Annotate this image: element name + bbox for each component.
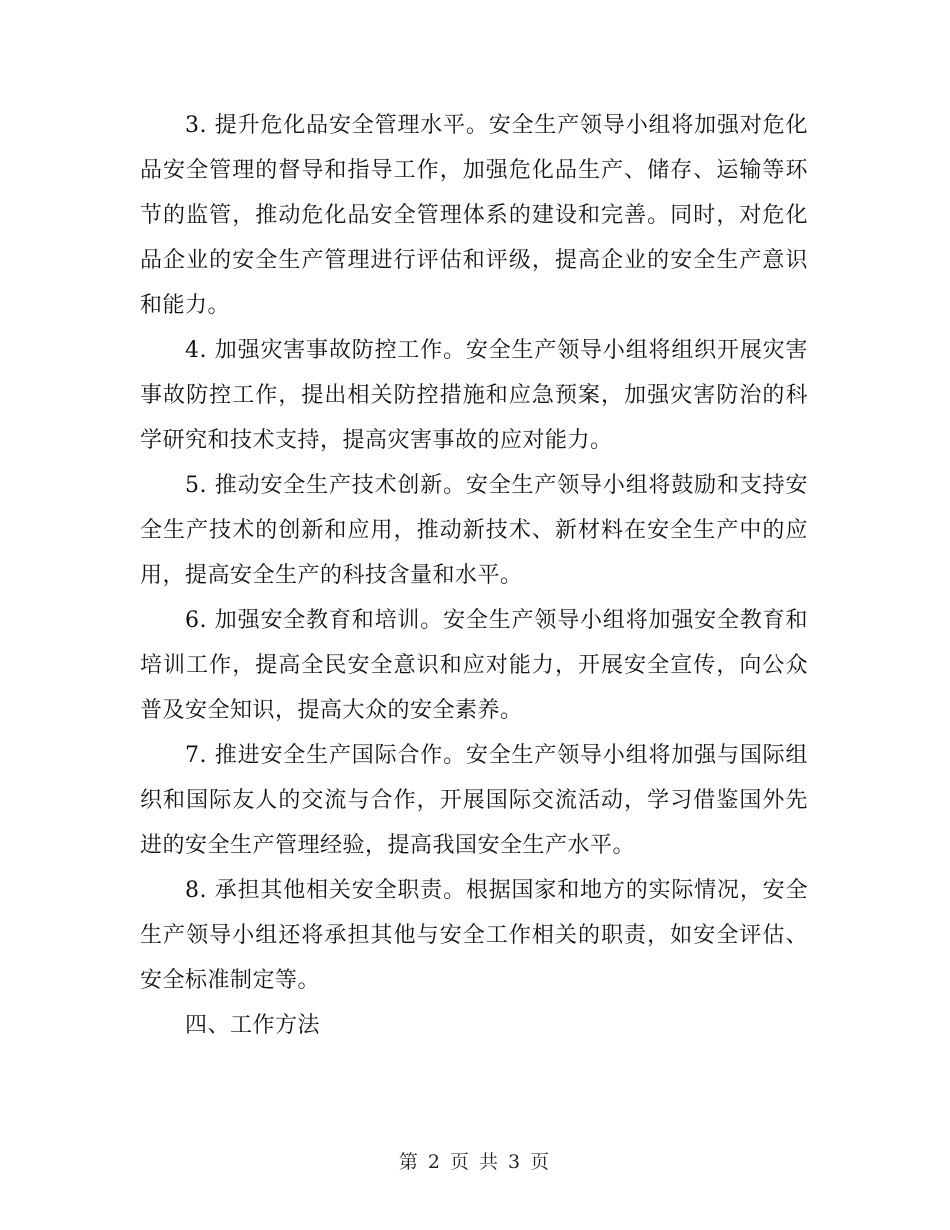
paragraph-item-8: 8. 承担其他相关安全职责。根据国家和地方的实际情况，安全生产领导小组还将承担其他与安全工作相关的职责，如安全评估、安全标准制定等。	[140, 878, 808, 993]
paragraph-item-3: 3. 提升危化品安全管理水平。安全生产领导小组将加强对危化品安全管理的督导和指导工作，加强危化品生产、储存、运输等环节的监管，推动危化品安全管理体系的建设和完善。同时，对危化品企业的安全生产管理进行评估和评级，提高企业的安全生产意识和能力。	[140, 113, 808, 318]
section-heading: 四、工作方法	[185, 1013, 321, 1038]
paragraph-item-6: 6. 加强安全教育和培训。安全生产领导小组将加强安全教育和培训工作，提高全民安全意识和应对能力，开展安全宣传，向公众普及安全知识，提高大众的安全素养。	[140, 608, 808, 723]
paragraph-item-4: 4. 加强灾害事故防控工作。安全生产领导小组将组织开展灾害事故防控工作，提出相关防控措施和应急预案，加强灾害防治的科学研究和技术支持，提高灾害事故的应对能力。	[140, 338, 808, 453]
paragraph-item-7: 7. 推进安全生产国际合作。安全生产领导小组将加强与国际组织和国际友人的交流与合作，开展国际交流活动，学习借鉴国外先进的安全生产管理经验，提高我国安全生产水平。	[140, 743, 808, 858]
document-body	[140, 103, 808, 1048]
page-footer: 第 2 页 共 3 页	[398, 1151, 552, 1173]
paragraph-item-5: 5. 推动安全生产技术创新。安全生产领导小组将鼓励和支持安全生产技术的创新和应用，推动新技术、新材料在安全生产中的应用，提高安全生产的科技含量和水平。	[140, 473, 808, 588]
